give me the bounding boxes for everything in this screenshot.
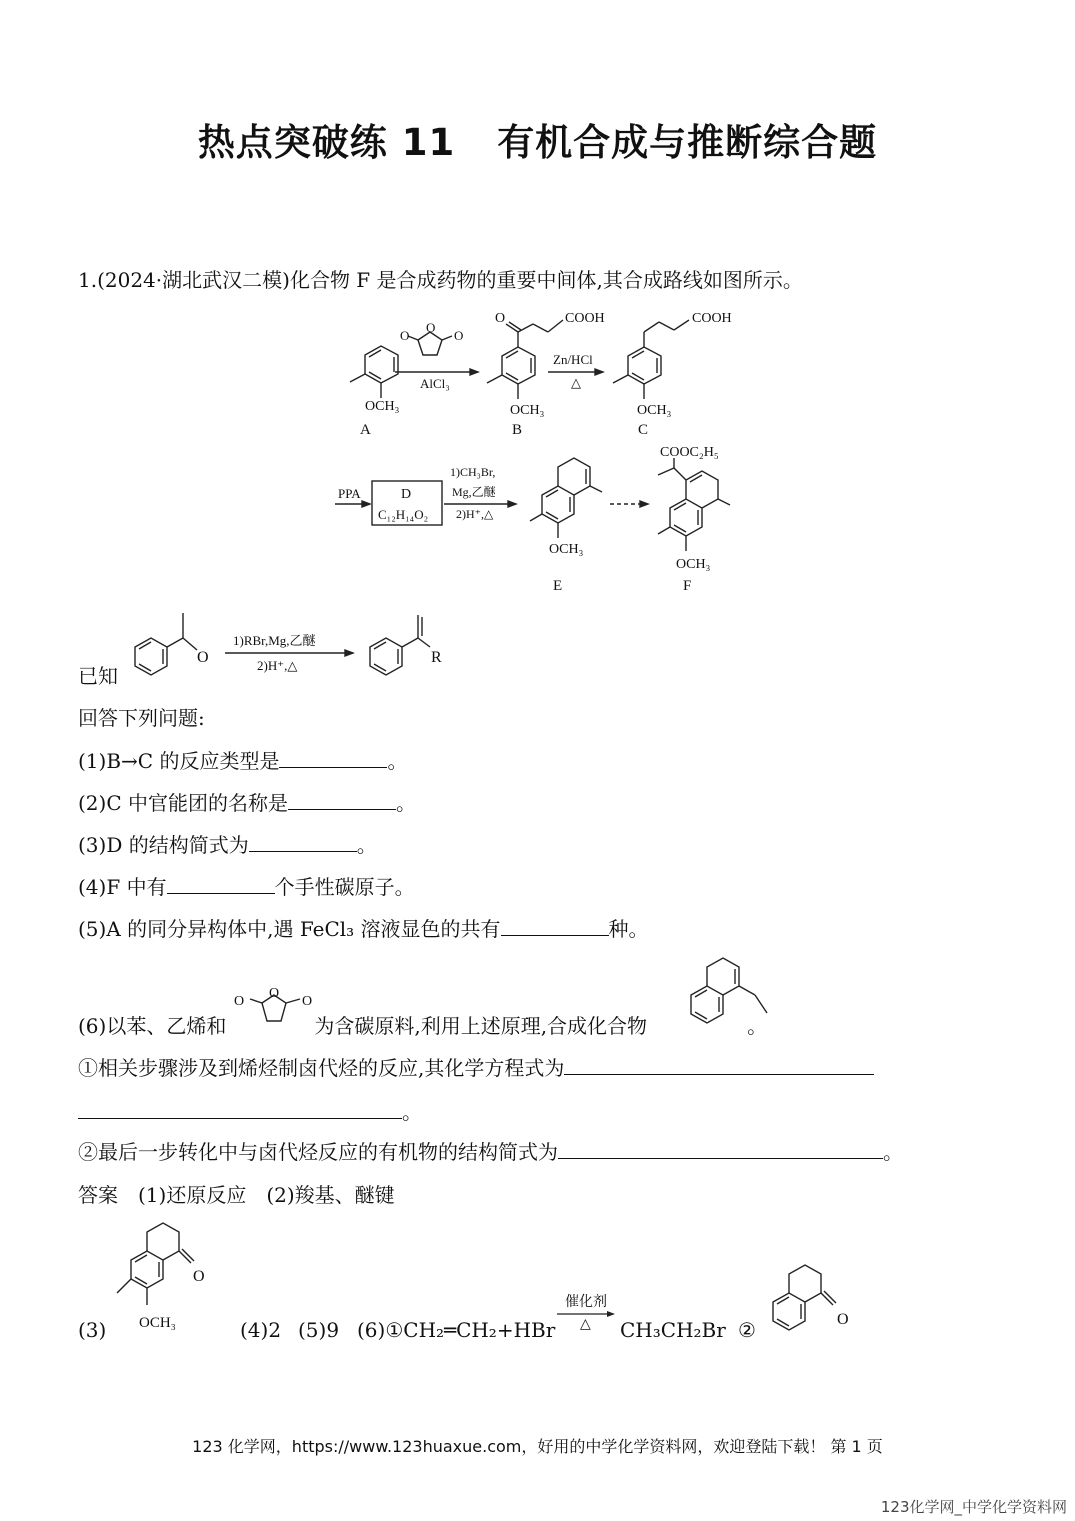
part-6-1-cont: 。 — [78, 1096, 422, 1125]
part-6-1: ①相关步骤涉及到烯烃制卤代烃的反应,其化学方程式为 — [78, 1052, 874, 1081]
reagent-alcl3: AlCl₃ — [420, 376, 450, 391]
part-3: (3)D 的结构简式为 。 — [78, 833, 377, 857]
known-label: 已知 — [78, 664, 118, 688]
answer-6-2: ② — [738, 1318, 756, 1342]
reagent-ppa: PPA — [338, 486, 361, 501]
question-intro: 1.(2024·湖北武汉二模)化合物 F 是合成药物的重要中间体,其合成路线如图所示。 — [78, 268, 803, 292]
answer-3-label: (3) — [78, 1318, 107, 1342]
svg-text:2)H⁺,△: 2)H⁺,△ — [456, 507, 494, 521]
compound-e — [530, 458, 602, 594]
blank-1[interactable] — [279, 747, 387, 768]
svg-text:1)RBr,Mg,乙醚: 1)RBr,Mg,乙醚 — [233, 633, 316, 648]
answer-delta: △ — [580, 1316, 591, 1332]
known-reaction — [125, 605, 465, 685]
answer-3-structure — [105, 1215, 220, 1340]
succinic-anhydride — [400, 320, 463, 355]
a-och3: OCH₃ — [365, 399, 400, 414]
svg-text:OCH₃: OCH₃ — [676, 557, 711, 572]
blank-6-2[interactable] — [558, 1138, 883, 1159]
svg-text:COOH: COOH — [692, 311, 732, 326]
compound-b — [487, 311, 605, 438]
part-6-2: ②最后一步转化中与卤代烃反应的有机物的结构简式为 。 — [78, 1140, 903, 1164]
svg-text:O: O — [495, 311, 506, 326]
target-compound — [683, 955, 783, 1035]
svg-text:O: O — [454, 328, 464, 343]
blank-6-1b[interactable] — [78, 1098, 402, 1119]
part-1: (1)B→C 的反应类型是 。 — [78, 749, 408, 773]
reagent-znhcl: Zn/HCl — [553, 352, 593, 367]
compound-a — [350, 346, 400, 438]
d-formula: C₁₂H₁₄O₂ — [378, 507, 429, 522]
answer-line-1: 答案 (1)还原反应 (2)羧基、醚键 — [78, 1183, 395, 1207]
blank-6-1a[interactable] — [564, 1054, 874, 1075]
page-title — [0, 112, 1075, 166]
answer-4: (4)2 — [240, 1318, 282, 1342]
svg-text:O: O — [234, 994, 245, 1009]
answer-6-lhs: (6)①CH₂═CH₂+HBr — [357, 1318, 556, 1342]
title-left: 热点突破练 11 — [197, 121, 456, 164]
svg-text:OCH₃: OCH₃ — [510, 403, 545, 418]
answer-5: (5)9 — [298, 1318, 340, 1342]
svg-text:O: O — [197, 649, 209, 666]
svg-text:O: O — [193, 1268, 205, 1285]
part-4: (4)F 中有 个手性碳原子。 — [78, 875, 415, 899]
svg-text:R: R — [431, 649, 442, 666]
label-f: F — [683, 578, 692, 594]
svg-text:O: O — [269, 986, 280, 1001]
answer-6-rhs: CH₃CH₂Br — [620, 1318, 726, 1342]
part-6-intro: (6)以苯、乙烯和 为含碳原料,利用上述原理,合成化合物 。 — [78, 1014, 768, 1038]
svg-text:2)H⁺,△: 2)H⁺,△ — [257, 658, 298, 673]
page-footer: 123 化学网，https://www.123huaxue.com，好用的中学化学资料网，欢迎登陆下载！ 第 1 页 — [192, 1437, 883, 1456]
title-right: 有机合成与推断综合题 — [497, 121, 878, 164]
svg-text:△: △ — [571, 375, 581, 390]
anhydride-structure — [228, 985, 323, 1035]
blank-4[interactable] — [167, 873, 275, 894]
label-d: D — [401, 487, 412, 502]
svg-text:OCH₃: OCH₃ — [139, 1315, 176, 1331]
svg-text:O: O — [400, 328, 410, 343]
label-b: B — [512, 422, 523, 438]
answer-6-structure — [765, 1262, 865, 1342]
part-2: (2)C 中官能团的名称是 。 — [78, 791, 416, 815]
label-a: A — [360, 422, 371, 438]
label-c: C — [638, 422, 649, 438]
svg-text:COOH: COOH — [565, 311, 605, 326]
svg-text:Mg,乙醚: Mg,乙醚 — [452, 485, 496, 499]
catalyst-label: 催化剂 — [565, 1294, 607, 1310]
watermark: 123化学网_中学化学资料网 — [880, 1498, 1067, 1516]
part-5: (5)A 的同分异构体中,遇 FeCl₃ 溶液显色的共有 种。 — [78, 917, 649, 941]
compound-f — [658, 445, 730, 594]
svg-text:OCH₃: OCH₃ — [637, 403, 672, 418]
blank-2[interactable] — [288, 789, 396, 810]
svg-text:O: O — [837, 1311, 849, 1328]
synthesis-scheme — [320, 300, 780, 600]
answer-prompt: 回答下列问题: — [78, 706, 205, 730]
blank-5[interactable] — [501, 915, 609, 936]
svg-text:OCH₃: OCH₃ — [549, 542, 584, 557]
blank-3[interactable] — [249, 831, 357, 852]
svg-text:O: O — [426, 320, 436, 335]
svg-text:COOC₂H₅: COOC₂H₅ — [660, 445, 719, 460]
svg-text:O: O — [302, 994, 313, 1009]
svg-text:1)CH₃Br,: 1)CH₃Br, — [450, 465, 496, 479]
compound-c — [613, 311, 732, 438]
label-e: E — [553, 578, 563, 594]
